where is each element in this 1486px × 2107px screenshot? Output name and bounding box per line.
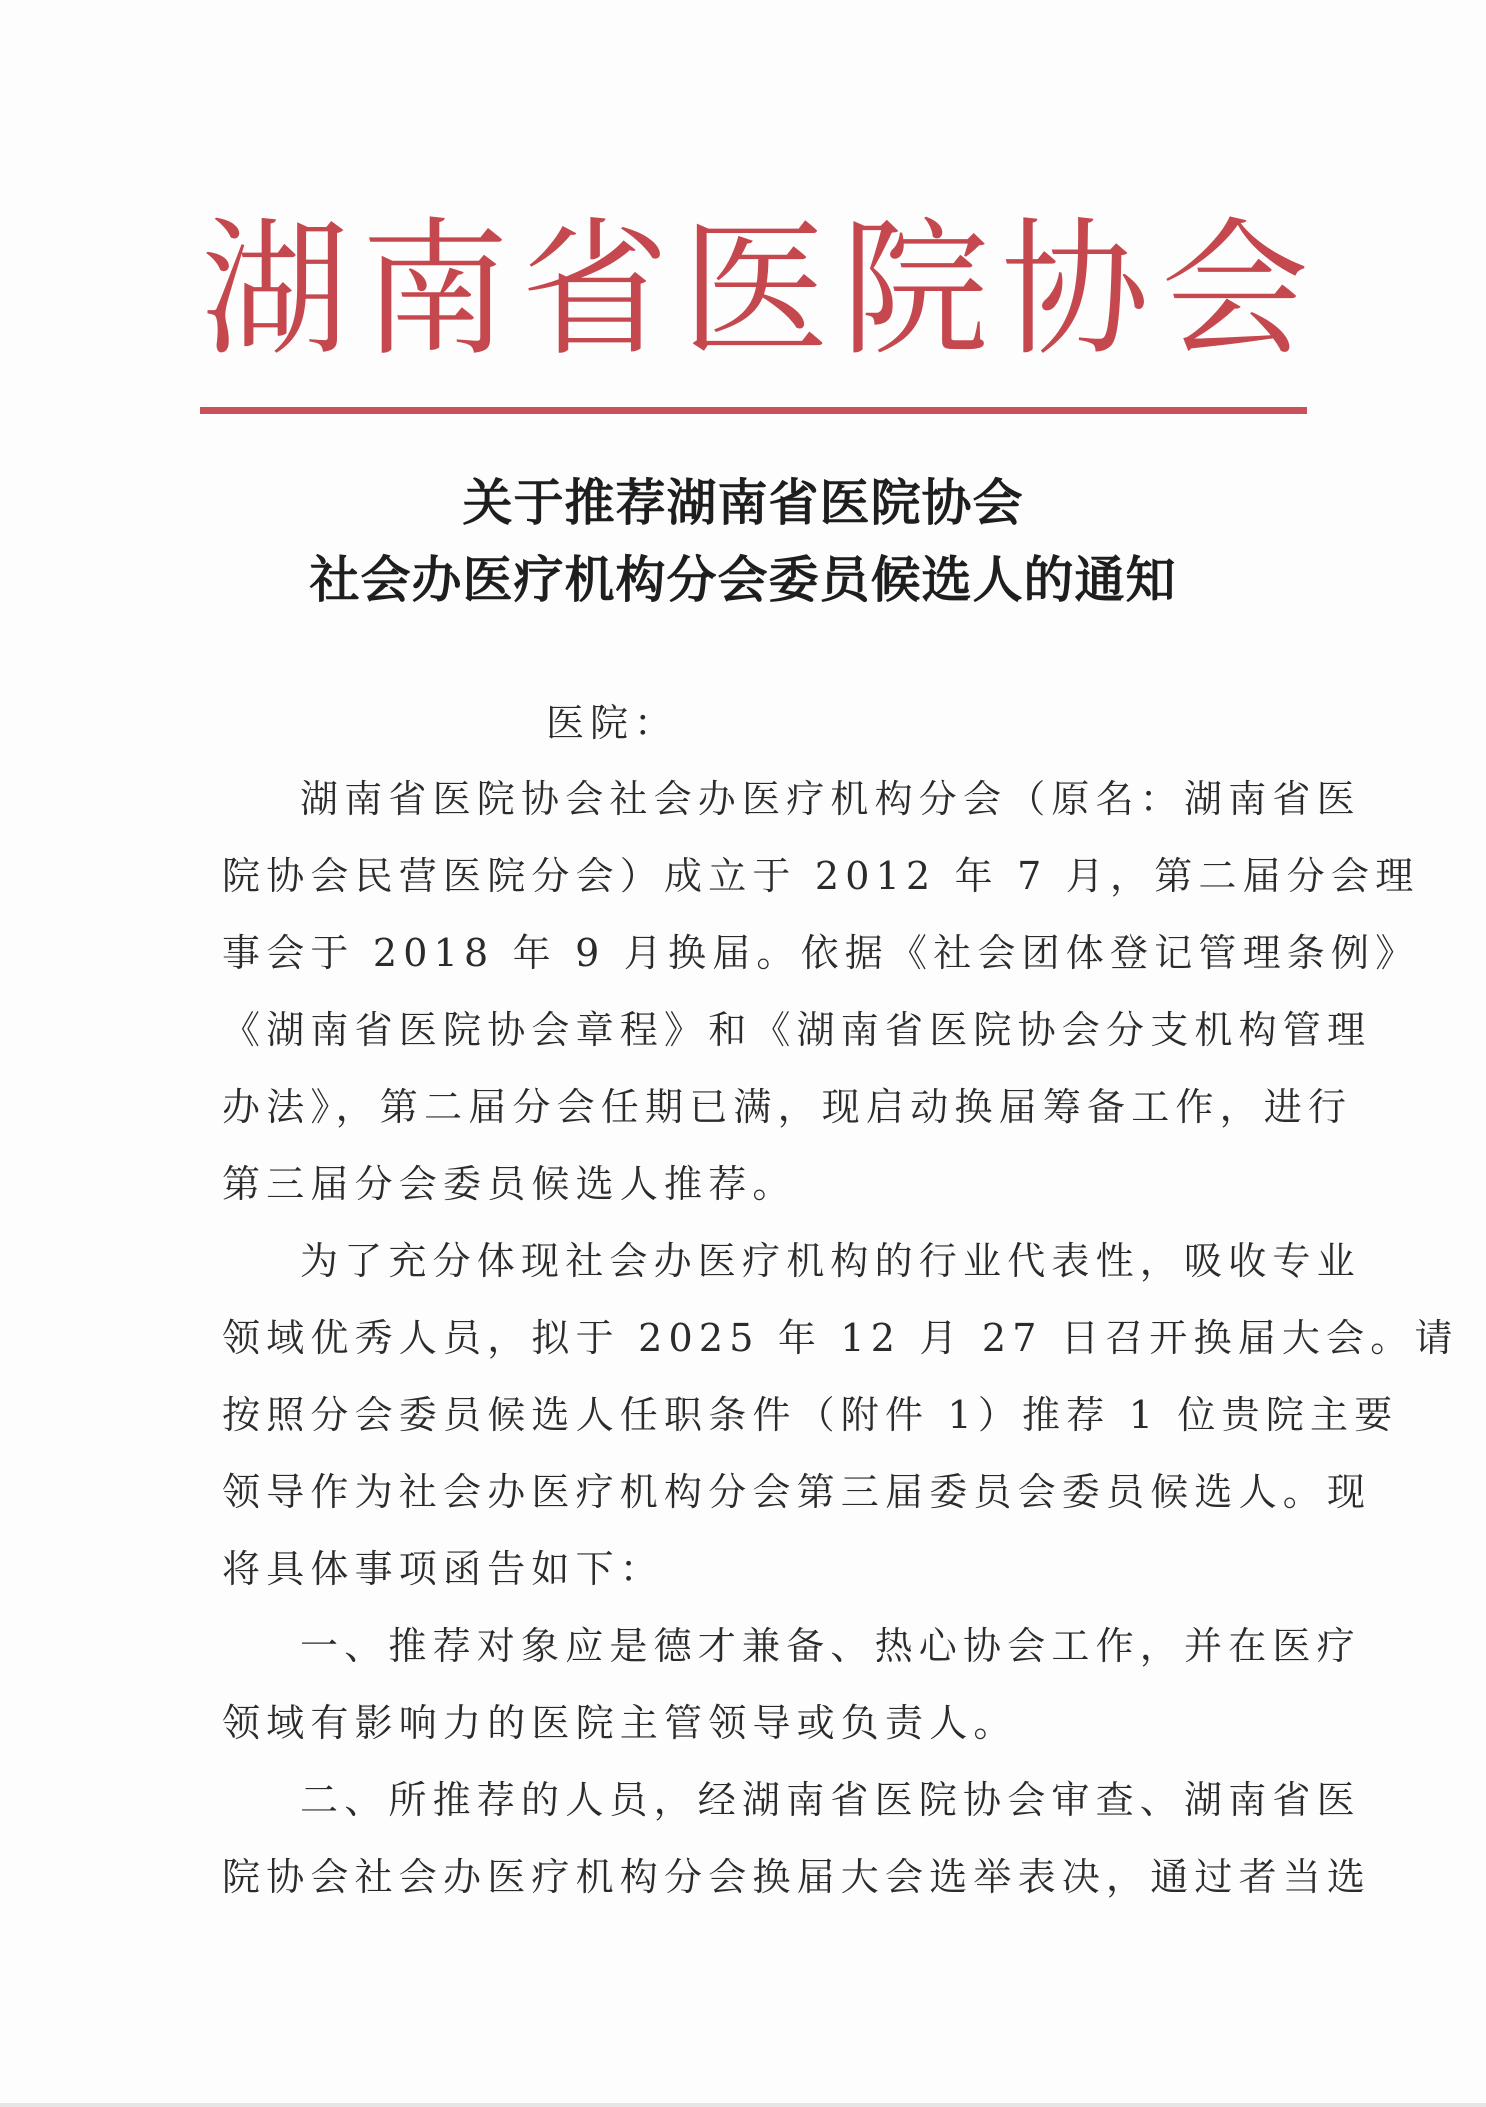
body-line: 按照分会委员候选人任职条件（附件 1）推荐 1 位贵院主要 (222, 1393, 1399, 1437)
salutation: 医院： (546, 701, 679, 745)
body-line: 领域有影响力的医院主管领导或负责人。 (222, 1701, 1018, 1745)
masthead-red-divider (200, 407, 1307, 414)
body-line: 湖南省医院协会社会办医疗机构分会（原名：湖南省医 (300, 777, 1361, 821)
masthead-char: 湖 (201, 204, 349, 376)
body-line: 一、推荐对象应是德才兼备、热心协会工作，并在医疗 (300, 1624, 1361, 1668)
masthead-char: 南 (361, 204, 509, 376)
document-title-line-2: 社会办医疗机构分会委员候选人的通知 (309, 551, 1177, 609)
body-line: 《湖南省医院协会章程》和《湖南省医院协会分支机构管理 (222, 1008, 1372, 1052)
masthead-char: 协 (1001, 204, 1149, 376)
scan-bottom-edge (0, 2103, 1486, 2107)
body-line: 第三届分会委员候选人推荐。 (222, 1162, 797, 1206)
masthead-char: 省 (521, 204, 669, 376)
body-line: 二、所推荐的人员，经湖南省医院协会审查、湖南省医 (300, 1778, 1361, 1822)
body-line: 领导作为社会办医疗机构分会第三届委员会委员候选人。现 (222, 1470, 1372, 1514)
body-line: 为了充分体现社会办医疗机构的行业代表性，吸收专业 (300, 1239, 1361, 1283)
body-line: 事会于 2018 年 9 月换届。依据《社会团体登记管理条例》 (222, 931, 1420, 975)
body-line: 院协会民营医院分会）成立于 2012 年 7 月，第二届分会理 (222, 854, 1420, 898)
masthead-org-name (200, 200, 1310, 380)
body-line: 院协会社会办医疗机构分会换届大会选举表决，通过者当选 (222, 1855, 1372, 1899)
masthead-char: 院 (841, 204, 989, 376)
body-line: 将具体事项函告如下： (222, 1547, 665, 1591)
masthead-char: 会 (1161, 204, 1309, 376)
body-line: 办法》，第二届分会任期已满，现启动换届筹备工作，进行 (222, 1085, 1353, 1129)
masthead-char: 医 (681, 204, 829, 376)
document-title-line-1: 关于推荐湖南省医院协会 (462, 474, 1024, 532)
body-line: 领域优秀人员，拟于 2025 年 12 月 27 日召开换届大会。请 (222, 1316, 1459, 1360)
